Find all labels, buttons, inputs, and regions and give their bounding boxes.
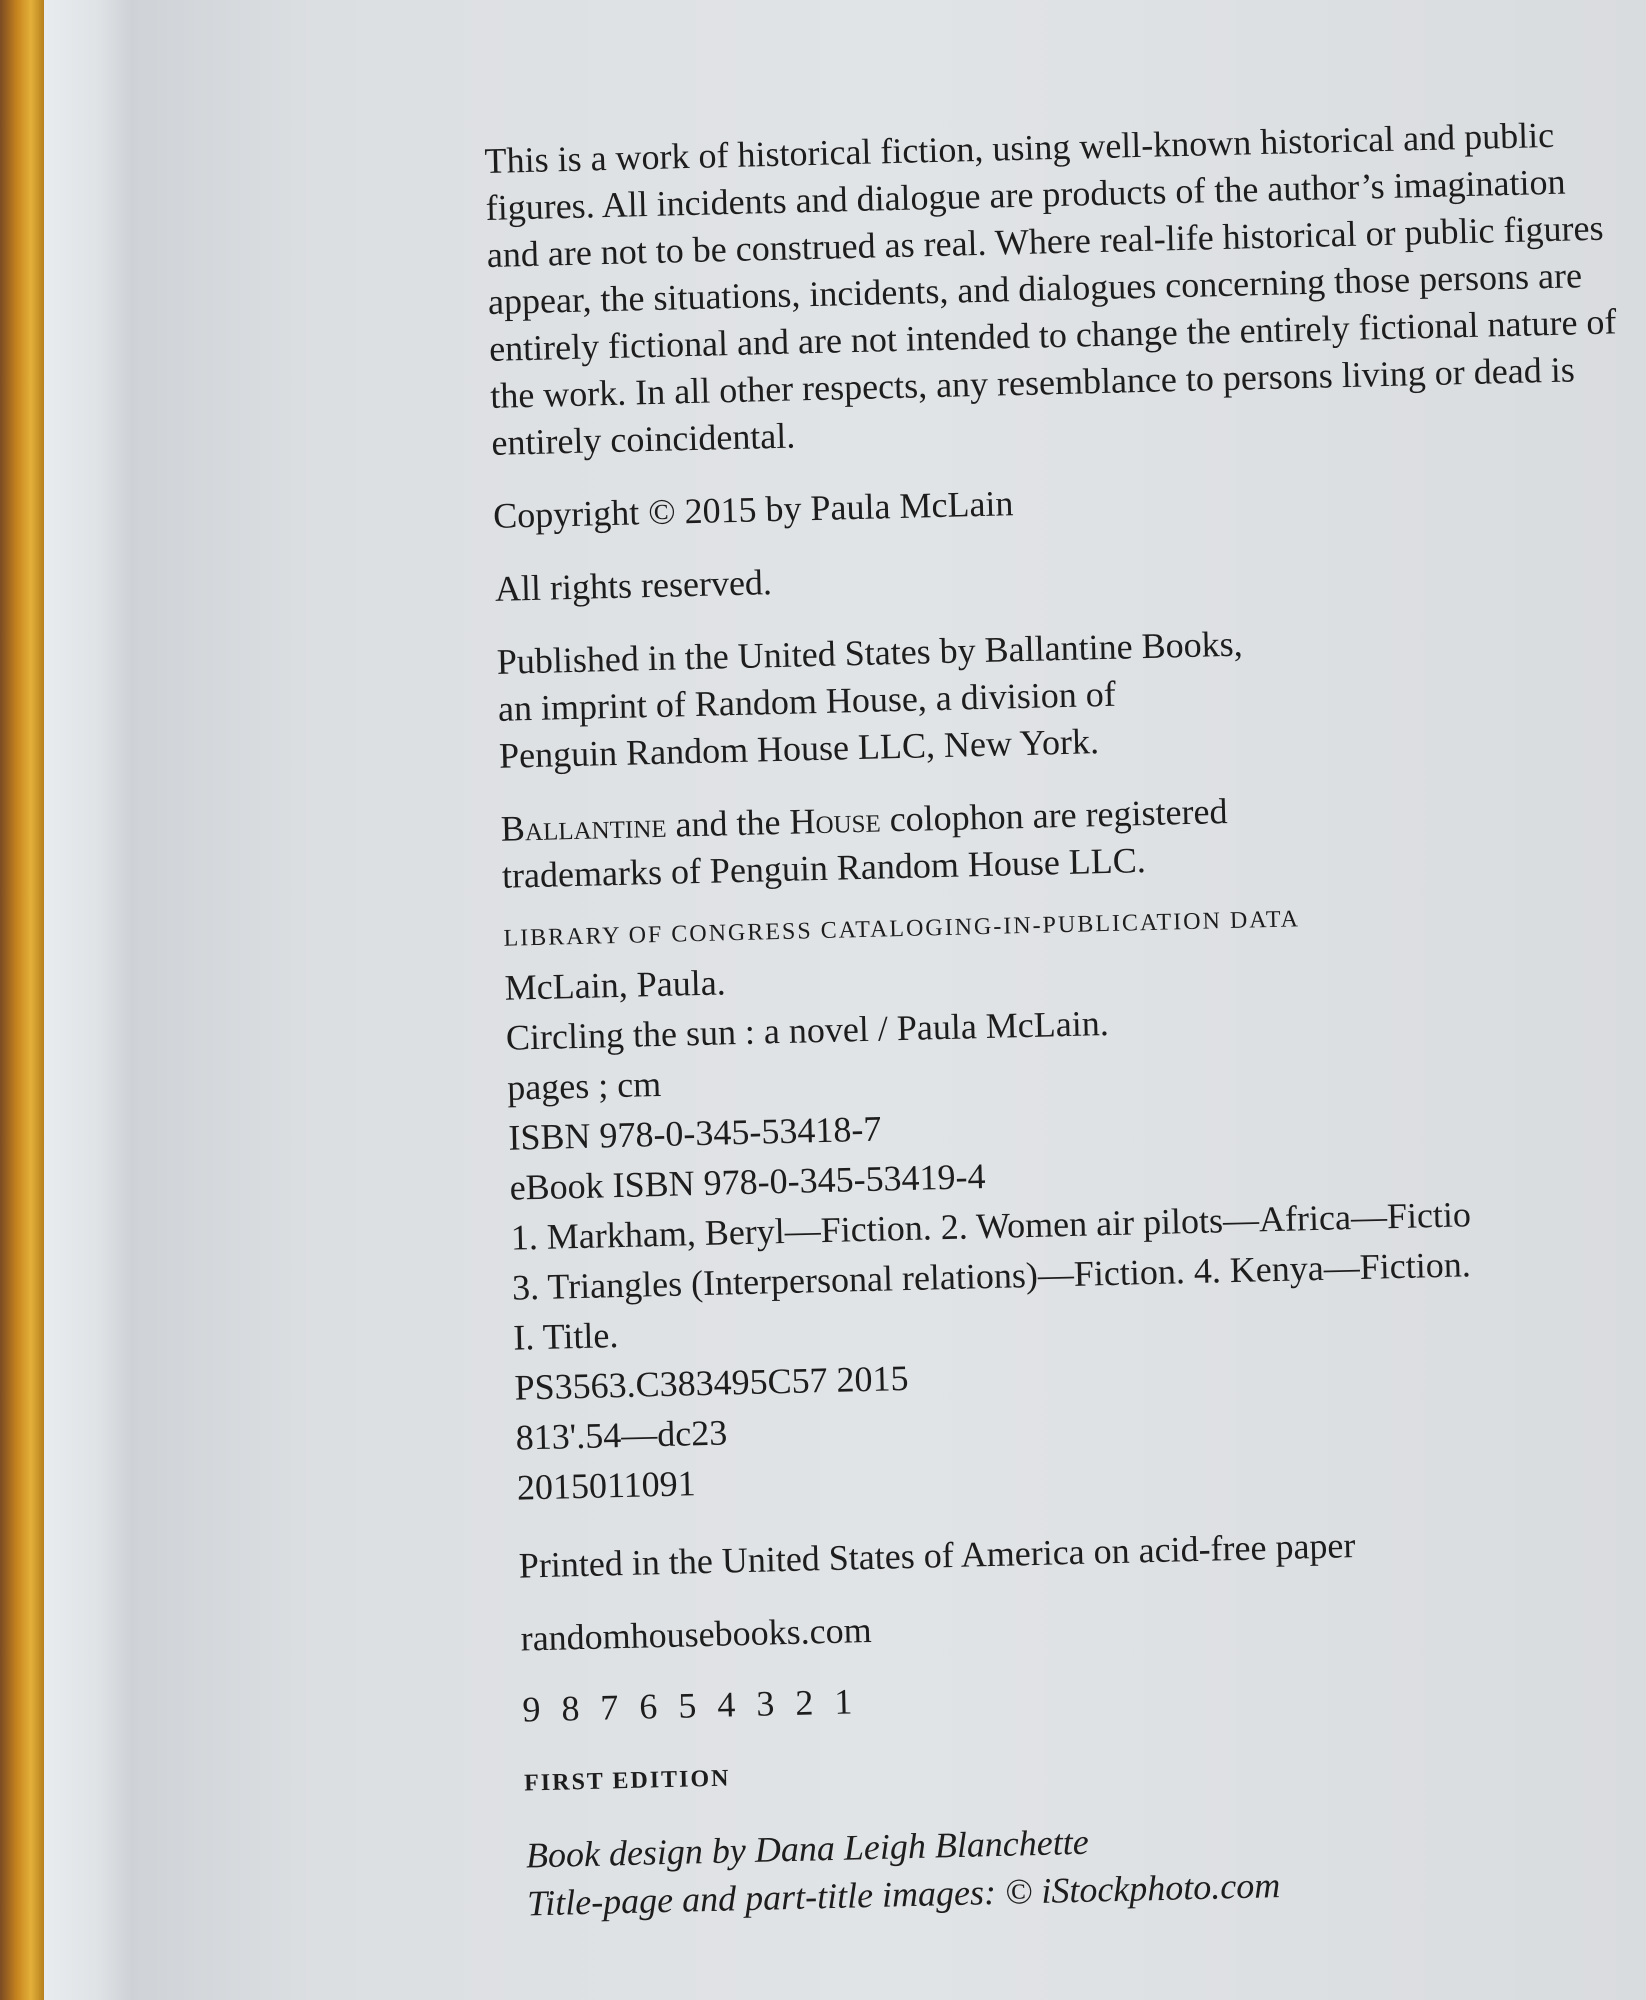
website-line: randomhousebooks.com bbox=[520, 1609, 873, 1659]
cip-dewey-class: 813'.54—dc23 bbox=[515, 1412, 728, 1458]
cip-lc-class: PS3563.C383495C57 2015 bbox=[514, 1358, 909, 1408]
cip-title: Circling the sun : a novel / Paula McLain. bbox=[505, 1003, 1110, 1058]
cip-isbn: ISBN 978-0-345-53418-7 bbox=[507, 1108, 882, 1158]
publisher-block bbox=[496, 611, 1629, 780]
cip-subjects-2: 3. Triangles (Interpersonal relations)—Fiction. 4. Kenya—Fiction. bbox=[511, 1244, 1472, 1308]
disclaimer-paragraph: This is a work of historical fiction, using well-known historical and public figures. All incidents and dialogue are products of the author’s imagination and are not to be construed as real. Where real-life historical or public figures appear, the situations, incidents, and dialogues concerning those persons are entirely fictional and are not intended to change the entirely fictional nature of the work. In all other respects, any resemblance to persons living or dead is entirely coincidental. bbox=[484, 114, 1617, 463]
cip-heading: LIBRARY OF CONGRESS CATALOGING-IN-PUBLICATION DATA bbox=[503, 906, 1301, 952]
trademark-line1-rest: colophon are registered bbox=[880, 791, 1228, 840]
cip-lccn: 2015011091 bbox=[516, 1463, 697, 1508]
cip-title-entry: I. Title. bbox=[512, 1315, 619, 1358]
trademark-and-the: and the bbox=[665, 801, 790, 845]
design-credit: Book design by Dana Leigh Blanchette bbox=[525, 1821, 1090, 1876]
publisher-line: Penguin Random House LLC, New York. bbox=[498, 721, 1100, 776]
ballantine-trademark: Ballantine bbox=[500, 804, 667, 849]
trademark-line: trademarks of Penguin Random House LLC. bbox=[501, 840, 1147, 896]
book-spine bbox=[0, 0, 44, 2000]
printed-line: Printed in the United States of America on acid-free paper bbox=[518, 1525, 1356, 1586]
cip-subjects-1: 1. Markham, Beryl—Fiction. 2. Women air pilots—Africa—Fictio bbox=[510, 1194, 1472, 1258]
copyright-line: Copyright © 2015 by Paula McLain bbox=[492, 483, 1014, 536]
cip-pages: pages ; cm bbox=[506, 1063, 662, 1108]
rights-line: All rights reserved. bbox=[494, 562, 773, 609]
edition-line: FIRST EDITION bbox=[523, 1765, 731, 1797]
image-credit: Title-page and part-title images: © iStockphoto.com bbox=[526, 1865, 1281, 1924]
page-edge bbox=[44, 0, 134, 2000]
publisher-line: Published in the United States by Ballantine Books, bbox=[496, 623, 1244, 682]
trademark-block bbox=[500, 778, 1632, 900]
cip-data-block bbox=[504, 935, 1646, 1512]
cip-author: McLain, Paula. bbox=[504, 962, 727, 1008]
print-numbers: 9 8 7 6 5 4 3 2 1 bbox=[521, 1681, 859, 1730]
publisher-line: an imprint of Random House, a division of bbox=[497, 673, 1117, 729]
copyright-page-text bbox=[484, 110, 1646, 1927]
house-trademark: House bbox=[788, 799, 882, 842]
cip-ebook-isbn: eBook ISBN 978-0-345-53419-4 bbox=[509, 1156, 986, 1208]
